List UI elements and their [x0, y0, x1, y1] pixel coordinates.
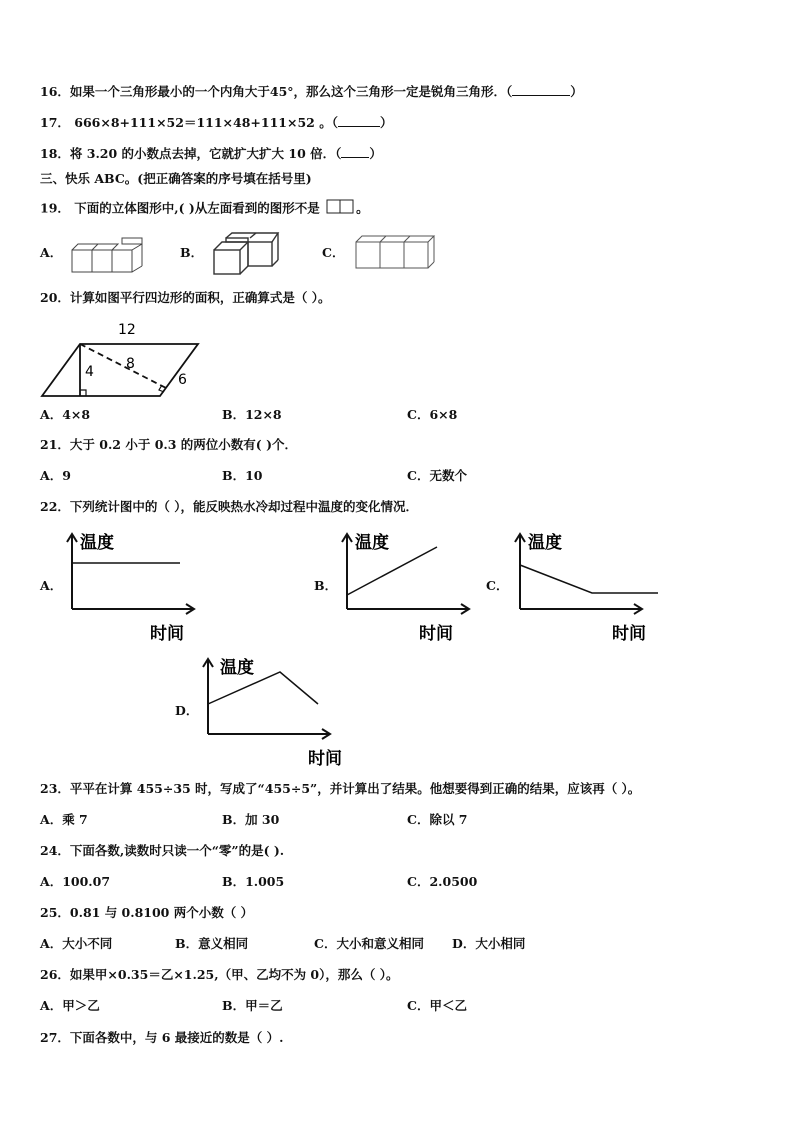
x-axis-label: 时间 — [612, 624, 646, 644]
label-side: 6 — [178, 372, 187, 388]
option-21-c[interactable]: C．无数个 — [407, 468, 467, 483]
answer-blank[interactable] — [338, 115, 380, 127]
option-20-b[interactable]: B．12×8 — [222, 407, 282, 422]
option-22-a[interactable]: A． — [40, 578, 63, 593]
option-20-c[interactable]: C．6×8 — [407, 407, 458, 422]
option-23-a[interactable]: A．乘 7 — [40, 812, 88, 827]
answer-blank[interactable] — [512, 84, 570, 96]
label-height: 4 — [85, 364, 94, 380]
option-19-a[interactable]: A． — [40, 245, 63, 260]
two-square-view-icon — [326, 199, 356, 219]
question-21: 21．大于 0.2 小于 0.3 的两位小数有( )个． — [40, 437, 297, 452]
question-26: 26．如果甲×0.35＝乙×1.25,（甲、乙均不为 0），那么（ ）。 — [40, 967, 399, 982]
option-25-c[interactable]: C．大小和意义相同 — [314, 936, 424, 951]
graph-a — [60, 527, 200, 645]
option-26-c[interactable]: C．甲＜乙 — [407, 998, 467, 1013]
option-26-b[interactable]: B．甲＝乙 — [222, 998, 283, 1013]
graph-d — [196, 652, 356, 770]
question-27: 27．下面各数中，与 6 最接近的数是（ ）. — [40, 1030, 284, 1045]
period: 。 — [356, 200, 369, 216]
question-24: 24．下面各数,读数时只读一个“零”的是( ). — [40, 843, 285, 858]
paren-close: ） — [570, 84, 583, 99]
option-20-a[interactable]: A．4×8 — [40, 407, 91, 422]
y-axis-label: 温度 — [80, 533, 114, 553]
paren-close: ） — [369, 146, 382, 161]
question-18-text: 18．将 3.20 的小数点去掉，它就扩大扩大 10 倍．（ — [40, 146, 342, 161]
parallelogram-figure — [38, 316, 208, 400]
paren-close: ） — [379, 115, 393, 130]
question-20: 20．计算如图平行四边形的面积，正确算式是（ ）。 — [40, 290, 331, 305]
question-17 — [40, 115, 392, 131]
question-17-text: 17． 666×8+111×52＝111×48+111×52 。（ — [40, 115, 338, 130]
option-23-c[interactable]: C．除以 7 — [407, 812, 468, 827]
option-25-b[interactable]: B．意义相同 — [175, 936, 249, 951]
label-diagonal: 8 — [126, 356, 135, 372]
question-19 — [40, 199, 369, 219]
option-21-a[interactable]: A．9 — [40, 468, 71, 483]
x-axis-label: 时间 — [419, 624, 453, 644]
graph-c — [508, 527, 668, 645]
answer-blank[interactable] — [341, 146, 369, 158]
option-22-d[interactable]: D． — [175, 703, 199, 718]
question-25: 25．0.81 与 0.8100 两个小数（ ） — [40, 905, 254, 920]
question-16 — [40, 84, 583, 100]
cube-figure-a — [70, 236, 150, 276]
option-25-d[interactable]: D．大小相同 — [452, 936, 526, 951]
y-axis-label: 温度 — [355, 533, 389, 553]
option-22-b[interactable]: B． — [314, 578, 338, 593]
x-axis-label: 时间 — [150, 624, 184, 644]
question-18 — [40, 146, 382, 162]
section-heading: 三、快乐 ABC。(把正确答案的序号填在括号里) — [40, 171, 312, 186]
option-21-b[interactable]: B．10 — [222, 468, 263, 483]
option-24-b[interactable]: B．1.005 — [222, 874, 285, 889]
option-25-a[interactable]: A．大小不同 — [40, 936, 113, 951]
option-24-c[interactable]: C．2.0500 — [407, 874, 478, 889]
question-23: 23．平平在计算 455÷35 时，写成了“455÷5”，并计算出了结果。他想要得到正确的结果，应该再（ ）。 — [40, 781, 641, 796]
cube-figure-c — [354, 234, 436, 272]
option-19-c[interactable]: C． — [322, 245, 345, 260]
question-16-text: 16．如果一个三角形最小的一个内角大于45°，那么这个三角形一定是锐角三角形．（ — [40, 84, 513, 99]
x-axis-label: 时间 — [308, 749, 342, 769]
cube-figure-b — [210, 232, 282, 278]
graph-b — [335, 527, 475, 645]
option-26-a[interactable]: A．甲＞乙 — [40, 998, 100, 1013]
y-axis-label: 温度 — [220, 658, 254, 678]
question-22: 22．下列统计图中的（ ），能反映热水冷却过程中温度的变化情况． — [40, 499, 418, 514]
option-22-c[interactable]: C． — [486, 578, 509, 593]
label-top: 12 — [118, 322, 136, 338]
question-19-text: 19． 下面的立体图形中,( )从左面看到的图形不是 — [40, 200, 320, 216]
option-24-a[interactable]: A．100.07 — [40, 874, 111, 889]
option-23-b[interactable]: B．加 30 — [222, 812, 280, 827]
y-axis-label: 温度 — [528, 533, 562, 553]
option-19-b[interactable]: B． — [180, 245, 204, 260]
